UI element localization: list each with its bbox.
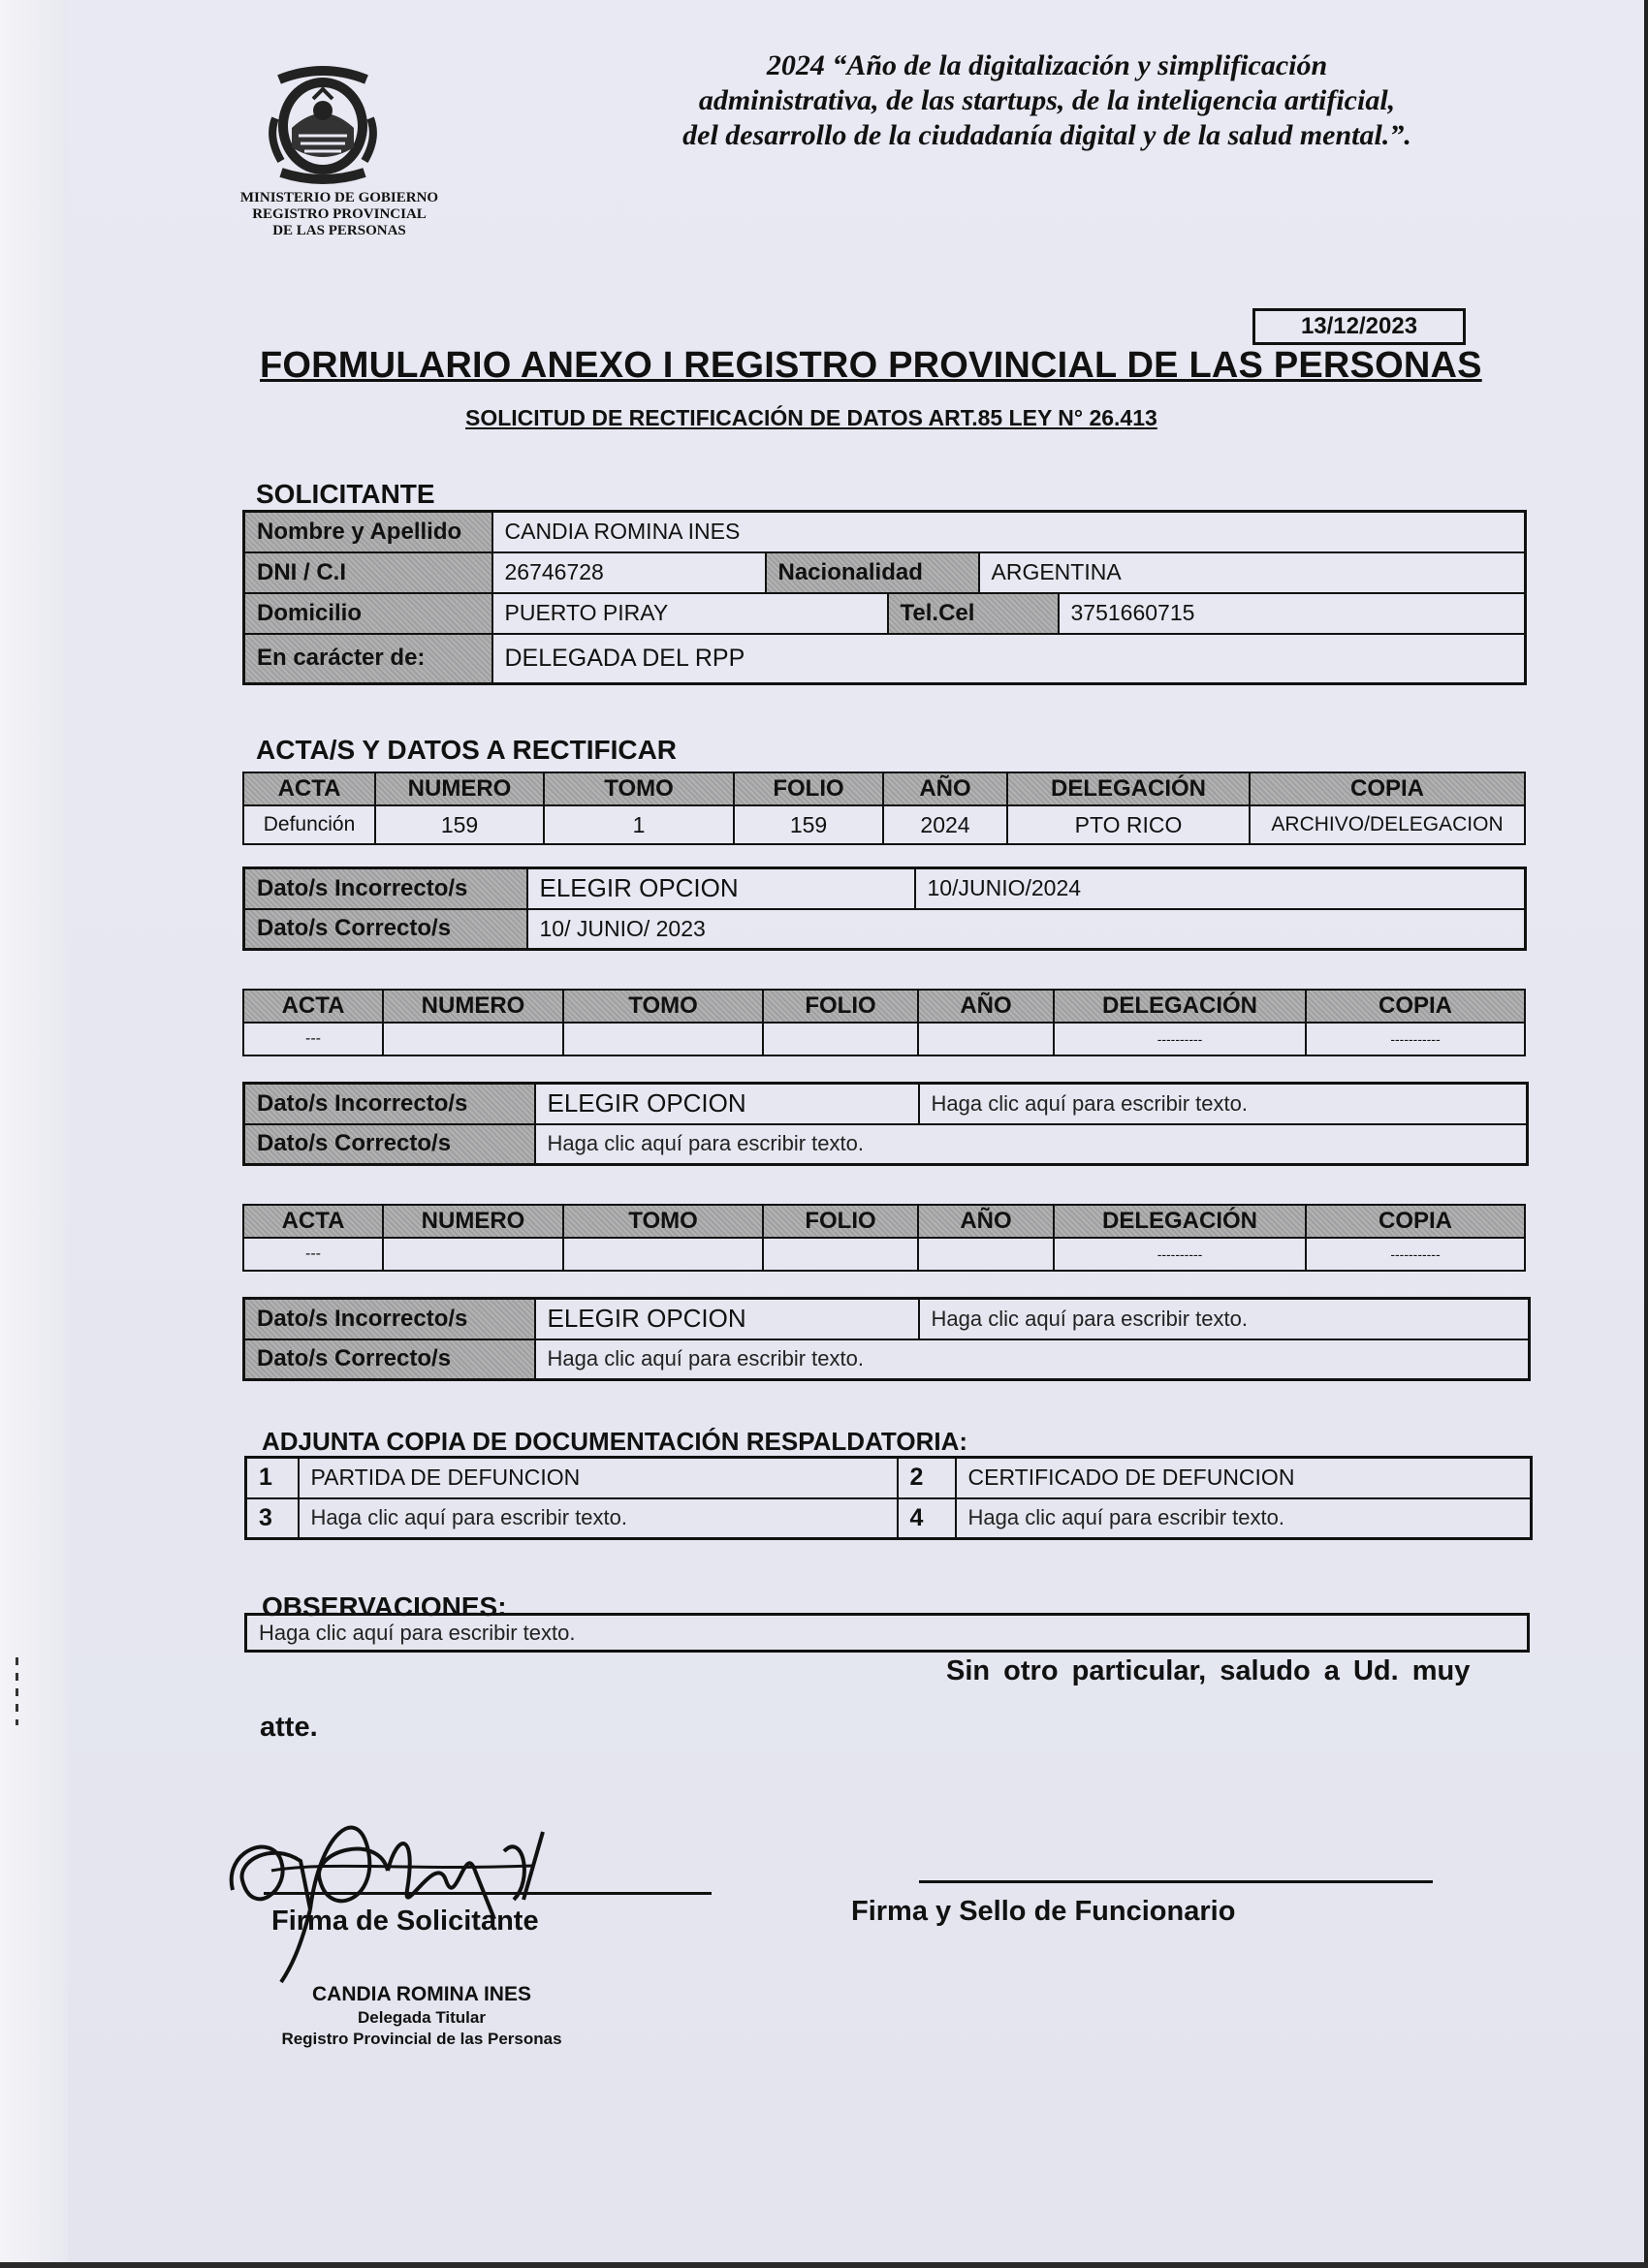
- tomo-cell[interactable]: [563, 1238, 763, 1271]
- province-crest-logo: [260, 60, 386, 186]
- col-numero: NUMERO: [383, 1205, 563, 1238]
- label-dni: DNI / C.I: [244, 552, 492, 593]
- adjunta-item-1-field[interactable]: PARTIDA DE DEFUNCION: [299, 1458, 898, 1498]
- ministry-line: DE LAS PERSONAS: [272, 223, 406, 238]
- folio-cell[interactable]: [763, 1023, 918, 1055]
- label-dato-correcto: Dato/s Correcto/s: [244, 909, 527, 950]
- col-numero: NUMERO: [383, 990, 563, 1023]
- correcto-text-field[interactable]: Haga clic aquí para escribir texto.: [535, 1339, 1530, 1380]
- delegacion-cell[interactable]: ----------: [1054, 1023, 1306, 1055]
- observaciones-heading: OBSERVACIONES:: [262, 1591, 507, 1622]
- form-title: FORMULARIO ANEXO I REGISTRO PROVINCIAL DE LAS PERSONAS: [260, 345, 1482, 386]
- stamp-role: Delegada Titular: [358, 2008, 486, 2027]
- nombre-field[interactable]: CANDIA ROMINA INES: [492, 512, 1526, 552]
- dni-field[interactable]: 26746728: [492, 552, 766, 593]
- incorrecto-text-field[interactable]: Haga clic aquí para escribir texto.: [919, 1084, 1528, 1124]
- label-dato-incorrecto: Dato/s Incorrecto/s: [244, 1299, 535, 1339]
- motto-line: del desarrollo de la ciudadanía digital y de la salud mental.”.: [682, 119, 1411, 151]
- correcto-text-field[interactable]: 10/ JUNIO/ 2023: [527, 909, 1526, 950]
- label-caracter: En carácter de:: [244, 634, 492, 684]
- incorrecto-option-select[interactable]: ELEGIR OPCION: [535, 1084, 919, 1124]
- col-copia: COPIA: [1250, 772, 1525, 805]
- stamp-org: Registro Provincial de las Personas: [281, 2030, 562, 2048]
- adjunta-num: 1: [246, 1458, 299, 1498]
- acta-cell[interactable]: ---: [243, 1023, 383, 1055]
- col-copia: COPIA: [1306, 1205, 1525, 1238]
- adjunta-heading: ADJUNTA COPIA DE DOCUMENTACIÓN RESPALDATORIA:: [262, 1427, 967, 1456]
- anio-cell[interactable]: 2024: [883, 805, 1007, 844]
- closing-text: atte.: [260, 1712, 318, 1743]
- dato-table: [242, 1297, 1531, 1381]
- acta-cell[interactable]: ---: [243, 1238, 383, 1271]
- copia-cell[interactable]: ARCHIVO/DELEGACION: [1250, 805, 1525, 844]
- col-folio: FOLIO: [763, 1205, 918, 1238]
- domicilio-field[interactable]: PUERTO PIRAY: [492, 593, 888, 634]
- label-domicilio: Domicilio: [244, 593, 492, 634]
- col-delegacion: DELEGACIÓN: [1054, 990, 1306, 1023]
- numero-cell[interactable]: 159: [375, 805, 544, 844]
- signature-line: [919, 1880, 1433, 1883]
- dato-table: [242, 866, 1527, 951]
- tomo-cell[interactable]: 1: [544, 805, 734, 844]
- anio-cell[interactable]: [918, 1023, 1054, 1055]
- solicitante-heading: SOLICITANTE: [256, 479, 435, 509]
- col-acta: ACTA: [243, 772, 375, 805]
- incorrecto-option-select[interactable]: ELEGIR OPCION: [535, 1299, 919, 1339]
- ministry-line: MINISTERIO DE GOBIERNO: [239, 190, 439, 205]
- actas-heading: ACTA/S Y DATOS A RECTIFICAR: [256, 735, 678, 765]
- acta-table: [242, 989, 1526, 1056]
- label-tel: Tel.Cel: [888, 593, 1059, 634]
- incorrecto-text-field[interactable]: 10/JUNIO/2024: [915, 868, 1526, 909]
- ministry-line: REGISTRO PROVINCIAL: [252, 206, 427, 222]
- col-tomo: TOMO: [563, 1205, 763, 1238]
- form-subtitle: SOLICITUD DE RECTIFICACIÓN DE DATOS ART.85 LEY N° 26.413: [465, 405, 1157, 430]
- label-dato-incorrecto: Dato/s Incorrecto/s: [244, 868, 527, 909]
- copia-cell[interactable]: -----------: [1306, 1023, 1525, 1055]
- adjunta-item-3-field[interactable]: Haga clic aquí para escribir texto.: [299, 1498, 898, 1539]
- col-tomo: TOMO: [544, 772, 734, 805]
- solicitante-table: [242, 510, 1527, 685]
- label-nombre: Nombre y Apellido: [244, 512, 492, 552]
- anio-cell[interactable]: [918, 1238, 1054, 1271]
- caracter-field[interactable]: DELEGADA DEL RPP: [492, 634, 1526, 684]
- col-anio: AÑO: [883, 772, 1007, 805]
- adjunta-num: 2: [898, 1458, 956, 1498]
- acta-table: [242, 772, 1526, 845]
- nacionalidad-field[interactable]: ARGENTINA: [979, 552, 1526, 593]
- adjunta-num: 4: [898, 1498, 956, 1539]
- dato-table: [242, 1082, 1529, 1166]
- label-nacionalidad: Nacionalidad: [766, 552, 979, 593]
- year-motto: [620, 48, 1474, 153]
- adjunta-item-4-field[interactable]: Haga clic aquí para escribir texto.: [956, 1498, 1532, 1539]
- numero-cell[interactable]: [383, 1238, 563, 1271]
- adjunta-item-2-field[interactable]: CERTIFICADO DE DEFUNCION: [956, 1458, 1532, 1498]
- scan-border: [0, 2262, 1648, 2268]
- folio-cell[interactable]: 159: [734, 805, 883, 844]
- copia-cell[interactable]: -----------: [1306, 1238, 1525, 1271]
- form-date: 13/12/2023: [1252, 308, 1466, 345]
- scan-border: [1644, 0, 1648, 2268]
- col-tomo: TOMO: [563, 990, 763, 1023]
- col-folio: FOLIO: [763, 990, 918, 1023]
- col-numero: NUMERO: [375, 772, 544, 805]
- folio-cell[interactable]: [763, 1238, 918, 1271]
- col-acta: ACTA: [243, 1205, 383, 1238]
- observaciones-table: [244, 1613, 1530, 1653]
- incorrecto-option-select[interactable]: ELEGIR OPCION: [527, 868, 915, 909]
- numero-cell[interactable]: [383, 1023, 563, 1055]
- motto-line: 2024 “Año de la digitalización y simplificación: [766, 49, 1328, 81]
- incorrecto-text-field[interactable]: Haga clic aquí para escribir texto.: [919, 1299, 1530, 1339]
- col-delegacion: DELEGACIÓN: [1054, 1205, 1306, 1238]
- col-acta: ACTA: [243, 990, 383, 1023]
- label-dato-correcto: Dato/s Correcto/s: [244, 1124, 535, 1165]
- motto-line: administrativa, de las startups, de la inteligencia artificial,: [698, 84, 1396, 116]
- col-anio: AÑO: [918, 1205, 1054, 1238]
- official-stamp: [262, 1983, 582, 2049]
- tel-field[interactable]: 3751660715: [1059, 593, 1526, 634]
- acta-table: [242, 1204, 1526, 1272]
- acta-cell[interactable]: Defunción: [243, 805, 375, 844]
- col-folio: FOLIO: [734, 772, 883, 805]
- adjunta-num: 3: [246, 1498, 299, 1539]
- observaciones-field[interactable]: Haga clic aquí para escribir texto.: [246, 1615, 1529, 1652]
- stamp-name: CANDIA ROMINA INES: [312, 1983, 531, 2005]
- col-anio: AÑO: [918, 990, 1054, 1023]
- scan-edge: [0, 0, 68, 2268]
- ministry-heading: [194, 190, 485, 239]
- tomo-cell[interactable]: [563, 1023, 763, 1055]
- handwritten-signature: [213, 1774, 562, 1987]
- col-copia: COPIA: [1306, 990, 1525, 1023]
- correcto-text-field[interactable]: Haga clic aquí para escribir texto.: [535, 1124, 1528, 1165]
- firma-solicitante-label: Firma de Solicitante: [271, 1906, 539, 1937]
- label-dato-incorrecto: Dato/s Incorrecto/s: [244, 1084, 535, 1124]
- label-dato-correcto: Dato/s Correcto/s: [244, 1339, 535, 1380]
- delegacion-cell[interactable]: PTO RICO: [1007, 805, 1250, 844]
- firma-funcionario-label: Firma y Sello de Funcionario: [851, 1896, 1236, 1927]
- delegacion-cell[interactable]: ----------: [1054, 1238, 1306, 1271]
- closing-text: Sin otro particular, saludo a Ud. muy: [946, 1655, 1471, 1686]
- adjunta-table: [244, 1456, 1533, 1540]
- scan-mark: [16, 1657, 18, 1725]
- signature-line: [264, 1892, 712, 1895]
- col-delegacion: DELEGACIÓN: [1007, 772, 1250, 805]
